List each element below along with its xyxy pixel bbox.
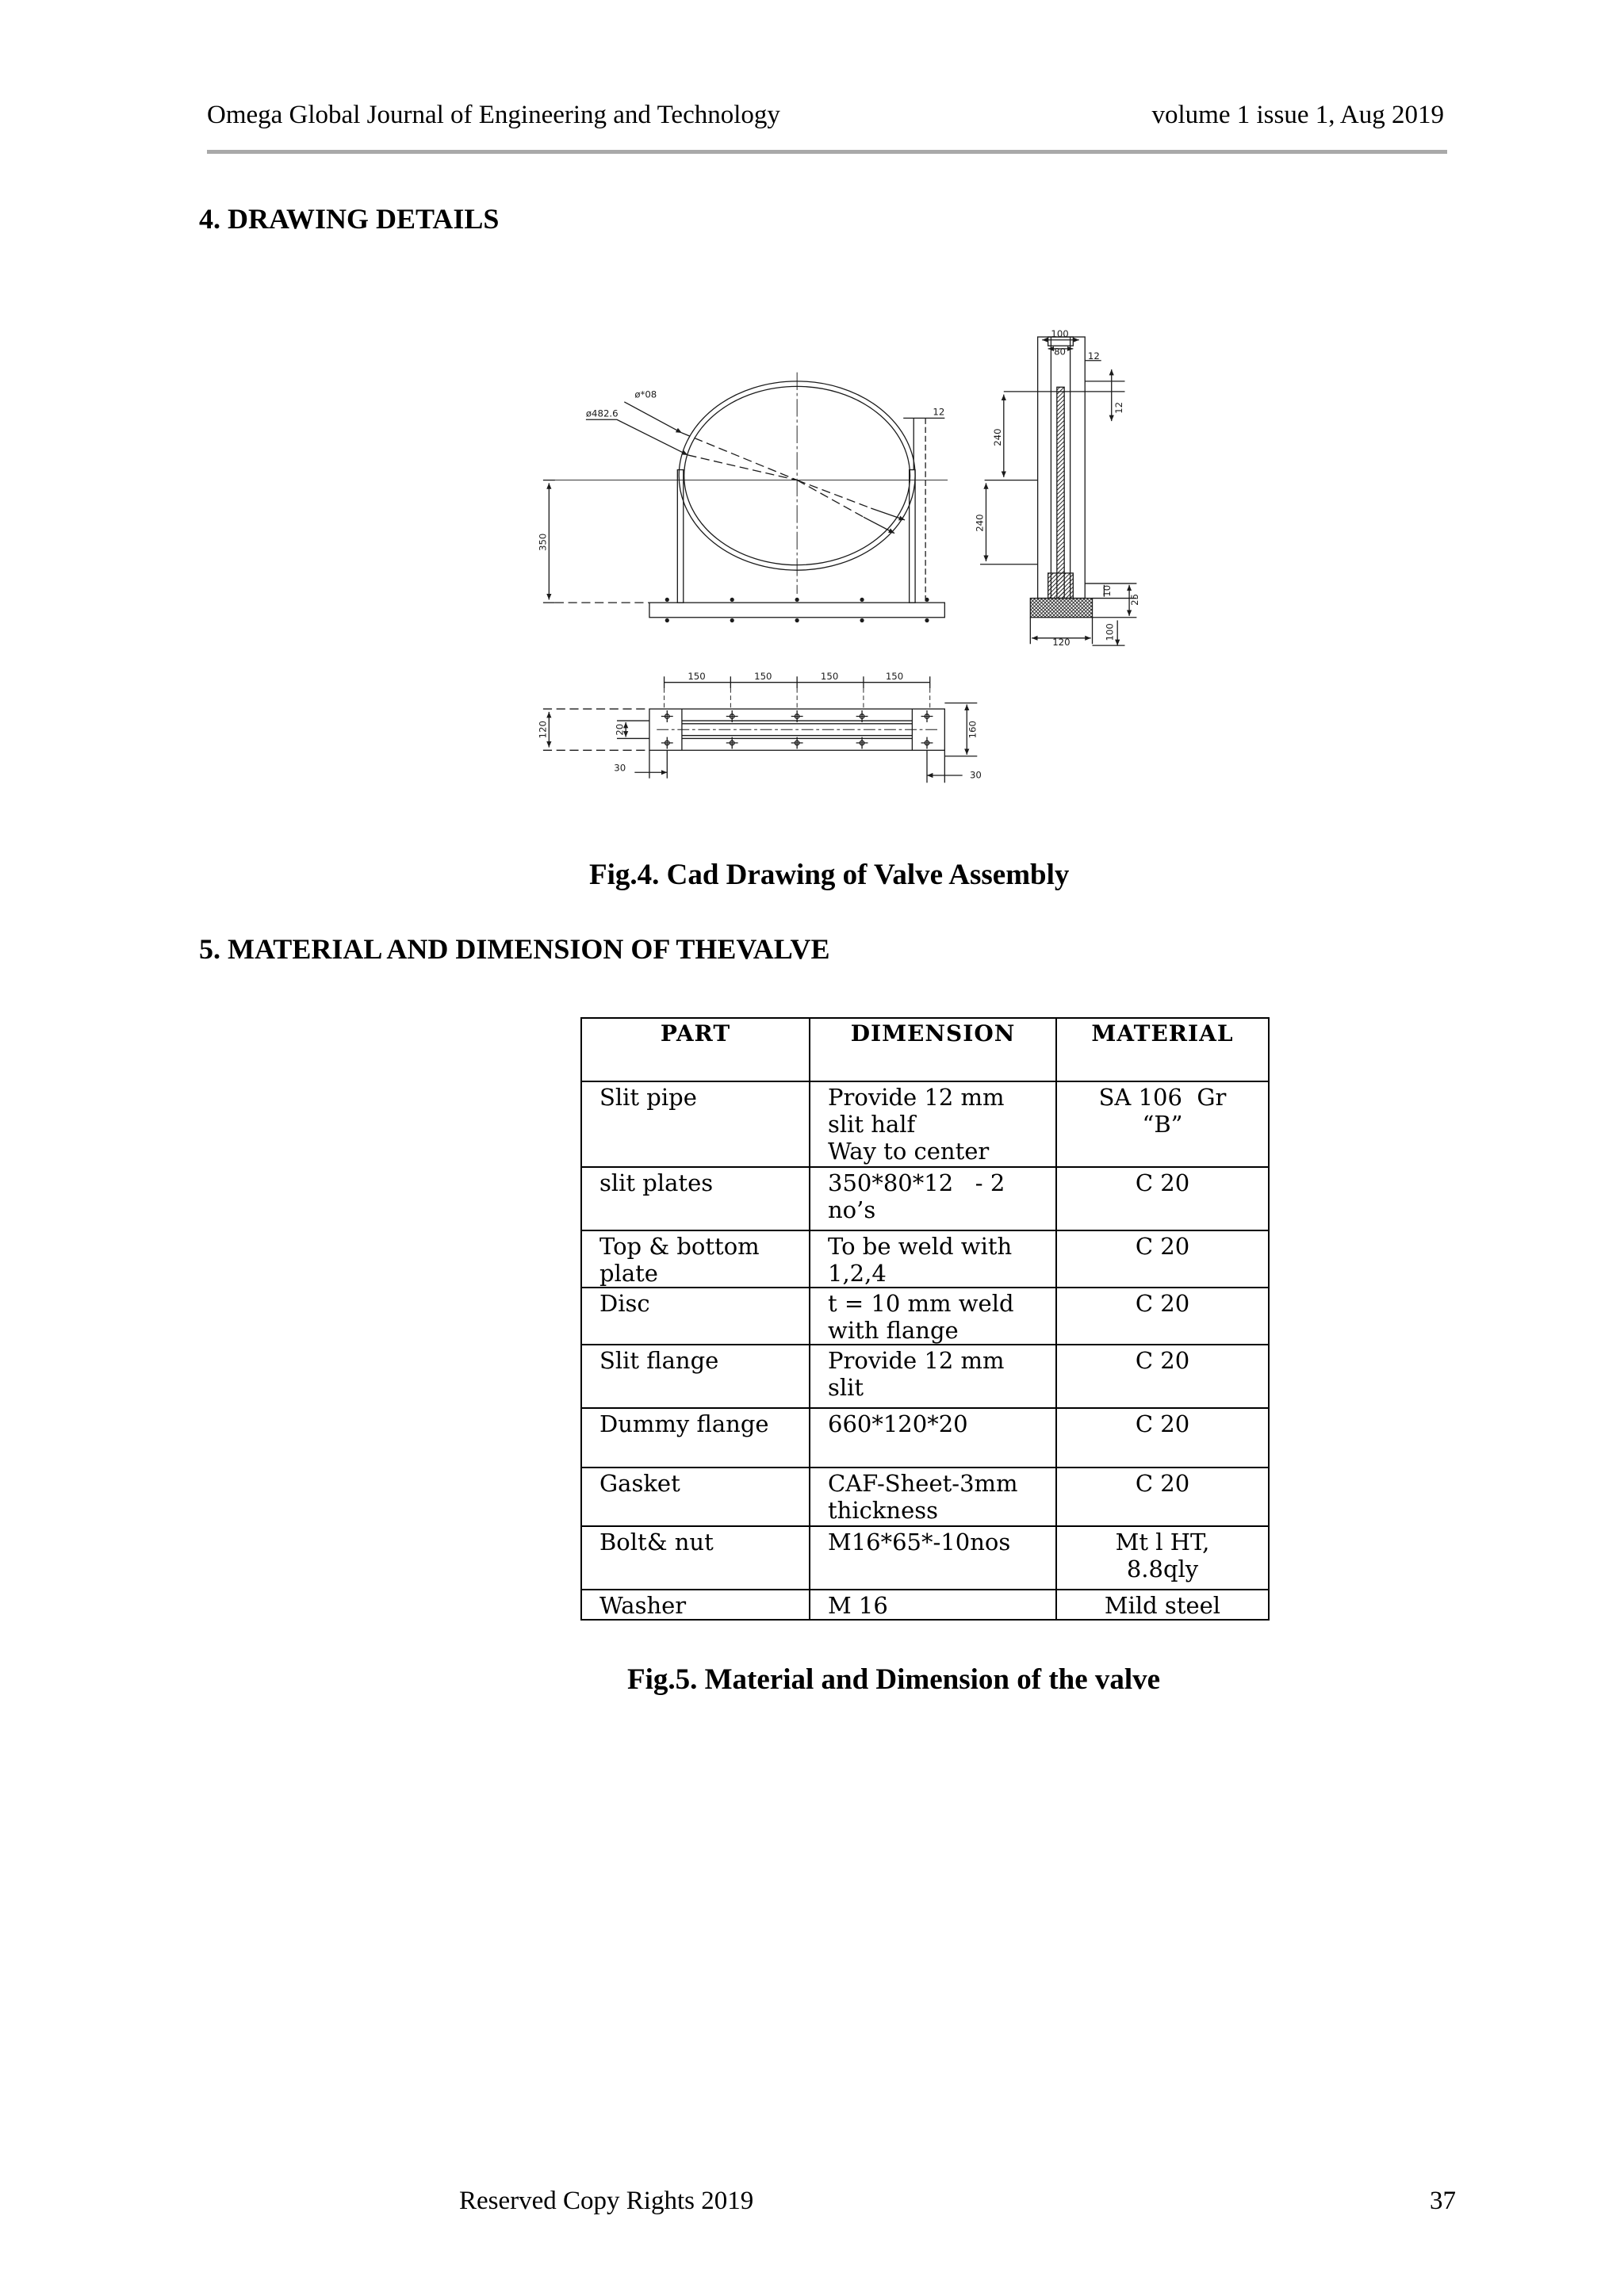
dimension-cell: To be weld with 1,2,4 xyxy=(810,1230,1056,1288)
dimension-label: 20 xyxy=(614,723,626,736)
dimension-label: 30 xyxy=(969,769,982,781)
side-bolt xyxy=(1048,573,1074,599)
table-row xyxy=(581,1590,1269,1620)
part-cell: slit plates xyxy=(581,1167,810,1230)
dimension-label: 12 xyxy=(1113,401,1124,414)
side-base-plate xyxy=(1030,599,1092,618)
material-cell: Mt l HT, 8.8qly xyxy=(1056,1526,1269,1590)
dimension-label: 12 xyxy=(933,406,945,418)
dimension-label: 150 xyxy=(885,670,904,682)
material-cell: SA 106 Gr “B” xyxy=(1056,1081,1269,1167)
dimension-label: 150 xyxy=(754,670,772,682)
slit-hatch xyxy=(1057,387,1064,598)
front-bolt-heads xyxy=(665,598,929,622)
column-header-part: PART xyxy=(581,1018,810,1081)
footer-copyright: Reserved Copy Rights 2019 xyxy=(459,2187,754,2215)
dimension-label: 240 xyxy=(992,428,1004,446)
table-header-row xyxy=(581,1018,1269,1081)
dimension-cell: 350*80*12 - 2 no’s xyxy=(810,1167,1056,1230)
table-row xyxy=(581,1468,1269,1526)
material-dimension-table xyxy=(580,1017,1270,1621)
table-row xyxy=(581,1288,1269,1345)
section-heading-drawing-details: 4. DRAWING DETAILS xyxy=(199,203,500,235)
dimension-label: 100 xyxy=(1104,623,1116,641)
figure-5-caption: Fig.5. Material and Dimension of the valve xyxy=(627,1663,1161,1696)
column-header-dimension: DIMENSION xyxy=(810,1018,1056,1081)
part-cell: Bolt& nut xyxy=(581,1526,810,1590)
table-row xyxy=(581,1526,1269,1590)
material-cell: C 20 xyxy=(1056,1288,1269,1345)
part-cell: Slit flange xyxy=(581,1345,810,1408)
dimension-cell: CAF-Sheet-3mm thickness xyxy=(810,1468,1056,1526)
table-row xyxy=(581,1081,1269,1167)
part-cell: Gasket xyxy=(581,1468,810,1526)
front-dimension-lines xyxy=(543,418,944,603)
material-cell: C 20 xyxy=(1056,1230,1269,1288)
part-cell: Washer xyxy=(581,1590,810,1620)
side-view xyxy=(980,337,1136,645)
header-rule xyxy=(207,150,1447,154)
dimension-cell: M16*65*-10nos xyxy=(810,1526,1056,1590)
dimension-cell: Provide 12 mm slit xyxy=(810,1345,1056,1408)
dimension-cell: M 16 xyxy=(810,1590,1056,1620)
dimension-label: 120 xyxy=(537,721,549,739)
dimension-label: 80 xyxy=(1054,346,1067,358)
table-row xyxy=(581,1345,1269,1408)
journal-title: Omega Global Journal of Engineering and Technology xyxy=(207,101,780,129)
front-base-plate xyxy=(649,603,944,618)
dimension-label: 350 xyxy=(537,533,549,551)
dimension-label: 160 xyxy=(967,721,979,739)
dimension-labels xyxy=(538,328,1141,781)
dimension-label: 150 xyxy=(820,670,839,682)
dimension-cell: 660*120*20 xyxy=(810,1408,1056,1468)
dimension-label: 30 xyxy=(614,762,626,774)
figure-4-caption: Fig.4. Cad Drawing of Valve Assembly xyxy=(589,859,1070,891)
section-heading-material-dimension: 5. MATERIAL AND DIMENSION OF THEVALVE xyxy=(199,933,830,965)
dimension-label: 150 xyxy=(688,670,706,682)
dimension-label: ø*08 xyxy=(634,388,657,400)
material-cell: Mild steel xyxy=(1056,1590,1269,1620)
dimension-label: 25 xyxy=(1129,593,1141,606)
valve-assembly-cad-drawing xyxy=(531,325,1151,798)
part-cell: Slit pipe xyxy=(581,1081,810,1167)
dimension-cell: Provide 12 mm slit half Way to center xyxy=(810,1081,1056,1167)
dimension-cell: t = 10 mm weld with flange xyxy=(810,1288,1056,1345)
part-cell: Top & bottom plate xyxy=(581,1230,810,1288)
material-cell: C 20 xyxy=(1056,1468,1269,1526)
table-row xyxy=(581,1230,1269,1288)
dimension-label: 12 xyxy=(1087,350,1100,362)
front-diameter-leaders xyxy=(586,402,905,534)
dimension-label: 240 xyxy=(974,514,986,532)
issue-info: volume 1 issue 1, Aug 2019 xyxy=(1151,101,1444,129)
table-row xyxy=(581,1408,1269,1468)
material-cell: C 20 xyxy=(1056,1345,1269,1408)
column-header-material: MATERIAL xyxy=(1056,1018,1269,1081)
part-cell: Dummy flange xyxy=(581,1408,810,1468)
plan-view xyxy=(543,676,977,783)
dimension-label: 120 xyxy=(1052,637,1071,649)
part-cell: Disc xyxy=(581,1288,810,1345)
material-cell: C 20 xyxy=(1056,1408,1269,1468)
material-cell: C 20 xyxy=(1056,1167,1269,1230)
dimension-label: ø482.6 xyxy=(585,408,619,419)
dimension-label: 100 xyxy=(1051,327,1069,339)
dimension-label: 10 xyxy=(1101,584,1113,597)
table-row xyxy=(581,1167,1269,1230)
page-number: 37 xyxy=(1430,2187,1456,2215)
